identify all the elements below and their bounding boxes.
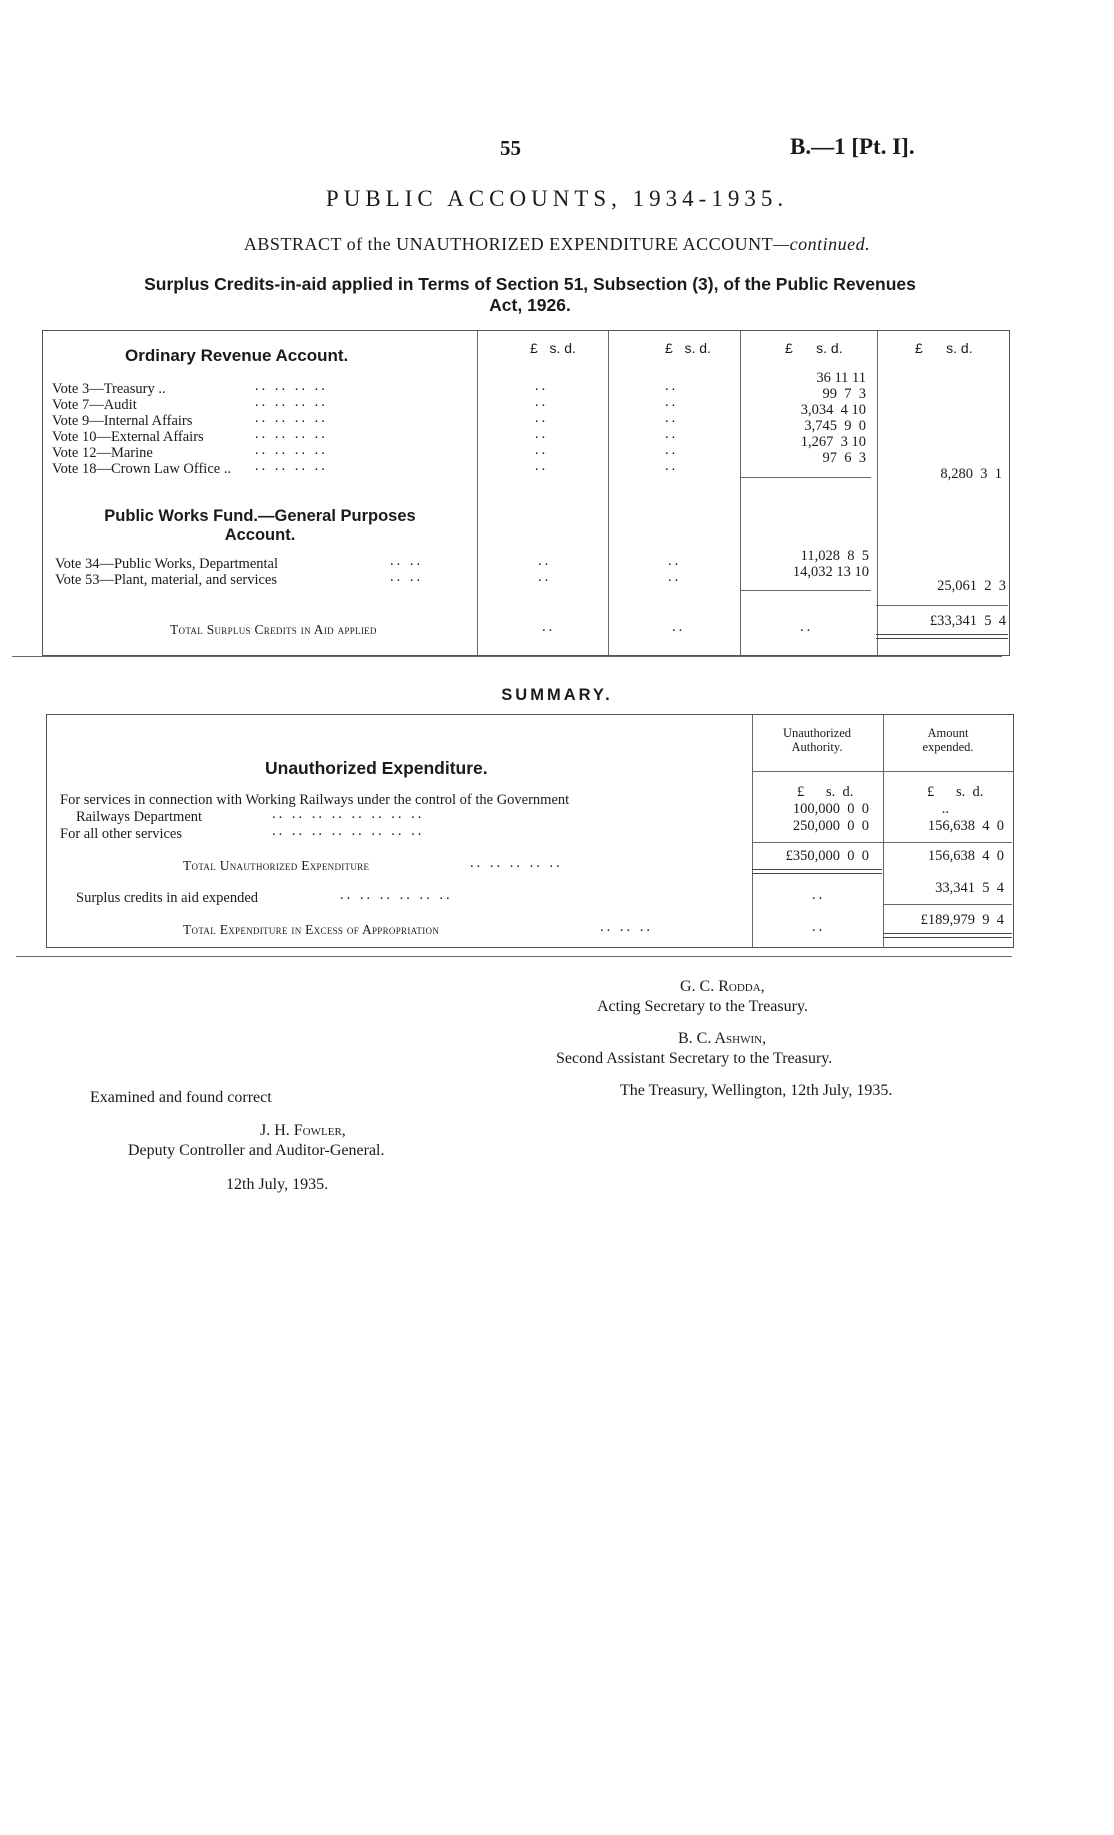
ordinary-row-amount-1: 36 11 11 xyxy=(816,370,866,386)
expended-header-line-2: expended. xyxy=(922,740,974,754)
leader-dots: .. .. .. .. .. .. .. .. .. .. .. .. .. .. .. .. .. .. .. .. .. .. .. .. xyxy=(255,378,328,474)
column-header-4: £ s. d. xyxy=(915,340,973,356)
ordinary-row-amount-3: 3,034 4 10 xyxy=(800,402,866,418)
summary-row-1-authority: 100,000 0 0 xyxy=(792,801,869,817)
authority-header-line-2: Authority. xyxy=(791,740,843,754)
summary-row-1-label-1: For services in connection with Working Railways under the control of the Government xyxy=(60,792,570,808)
pwf-row-label-1: Vote 34—Public Works, Departmental xyxy=(55,556,279,572)
grand-total-label: Total Surplus Credits in Aid applied xyxy=(170,622,377,637)
summary-leader-dots: .. .. .. .. .. .. .. .. .. .. .. .. .. .. .. .. xyxy=(272,806,425,839)
total-unauthorized-label: Total Unauthorized Expenditure xyxy=(183,858,370,873)
column-1-dots: .. .. .. .. .. .. xyxy=(535,378,549,474)
ordinary-row-label-3: Vote 9—Internal Affairs xyxy=(52,413,193,429)
ordinary-row-label-5: Vote 12—Marine xyxy=(52,445,153,461)
ordinary-row-amount-6: 97 6 3 xyxy=(822,450,866,466)
total-unauthorized-dots: .. .. .. .. .. xyxy=(470,855,563,871)
column-header-1: £ s. d. xyxy=(530,340,576,356)
surplus-credits-expended: 33,341 5 4 xyxy=(935,880,1004,896)
pwf-total: 25,061 2 3 xyxy=(937,578,1006,594)
summary-row-2-label: For all other services xyxy=(60,826,183,842)
authority-header xyxy=(752,726,882,754)
expended-lsd-header: £ s. d. xyxy=(927,784,984,800)
total-unauthorized-authority: £350,000 0 0 xyxy=(785,848,869,864)
ordinary-row-label-6: Vote 18—Crown Law Office .. xyxy=(52,461,232,477)
excess-dots: .. .. .. xyxy=(600,919,653,935)
ordinary-row-label-4: Vote 10—External Affairs xyxy=(52,429,204,445)
examined-statement: Examined and found correct xyxy=(90,1089,272,1106)
ordinary-row-label-2: Vote 7—Audit xyxy=(52,397,137,413)
surplus-credits-label: Surplus credits in aid expended xyxy=(76,890,259,906)
summary-row-2-expended: 156,638 4 0 xyxy=(927,818,1004,834)
ordinary-total: 8,280 3 1 xyxy=(940,466,1002,482)
signatory-1-title: Acting Secretary to the Treasury. xyxy=(597,998,808,1015)
page-subtitle xyxy=(0,234,1114,255)
pwf-row-label-2: Vote 53—Plant, material, and services xyxy=(55,572,278,588)
section-heading xyxy=(70,274,990,316)
summary-row-1-expended: .. xyxy=(941,801,949,817)
public-works-heading xyxy=(60,507,460,545)
audit-date: 12th July, 1935. xyxy=(226,1176,329,1193)
document-reference: B.—1 [Pt. I]. xyxy=(790,134,915,159)
ordinary-row-amount-5: 1,267 3 10 xyxy=(800,434,866,450)
pwf-row-amount-1: 11,028 8 5 xyxy=(800,548,869,564)
section-heading-line-1: Surplus Credits-in-aid applied in Terms of Section 51, Subsection (3), of the Public Revenues xyxy=(144,274,916,294)
pwf-row-amount-2: 14,032 13 10 xyxy=(792,564,869,580)
column-header-3: £ s. d. xyxy=(785,340,843,356)
section-heading-line-2: Act, 1926. xyxy=(489,295,571,315)
summary-heading: SUMMARY. xyxy=(501,686,613,704)
pwf-column-2-dots: .. .. xyxy=(668,553,682,585)
summary-row-1-label-2: Railways Department xyxy=(76,809,203,825)
column-header-2: £ s. d. xyxy=(665,340,711,356)
ordinary-row-amount-4: 3,745 9 0 xyxy=(804,418,866,434)
ordinary-row-amount-2: 99 7 3 xyxy=(822,386,866,402)
expended-header-line-1: Amount xyxy=(927,726,969,740)
total-unauthorized-expended: 156,638 4 0 xyxy=(927,848,1004,864)
grand-total-amount: £33,341 5 4 xyxy=(929,613,1006,629)
grand-total-column-1-dots: .. xyxy=(542,619,556,635)
public-works-heading-line-1: Public Works Fund.—General Purposes xyxy=(104,507,416,525)
auditor-name: J. H. Fowler, xyxy=(260,1122,346,1139)
unauthorized-expenditure-heading: Unauthorized Expenditure. xyxy=(265,758,488,778)
subtitle-continued: —continued. xyxy=(773,234,871,254)
authority-header-line-1: Unauthorized xyxy=(782,726,852,740)
ordinary-row-label-1: Vote 3—Treasury .. xyxy=(52,381,166,397)
summary-row-2-authority: 250,000 0 0 xyxy=(792,818,869,834)
excess-authority-dots: .. xyxy=(812,919,826,935)
ordinary-revenue-heading: Ordinary Revenue Account. xyxy=(125,346,349,365)
auditor-title: Deputy Controller and Auditor-General. xyxy=(128,1142,385,1159)
surplus-credits-authority-dots: .. xyxy=(812,887,826,903)
signatory-1-name: G. C. Rodda, xyxy=(680,978,765,995)
pwf-column-1-dots: .. .. xyxy=(538,553,552,585)
excess-appropriation-label: Total Expenditure in Excess of Appropriation xyxy=(183,922,440,937)
excess-appropriation-expended: £189,979 9 4 xyxy=(920,912,1004,928)
expended-header xyxy=(883,726,1013,754)
column-2-dots: .. .. .. .. .. .. xyxy=(665,378,679,474)
subtitle-main: ABSTRACT of the UNAUTHORIZED EXPENDITURE ACCOUNT xyxy=(243,234,774,254)
page-title: PUBLIC ACCOUNTS, 1934-1935. xyxy=(325,186,789,211)
authority-lsd-header: £ s. d. xyxy=(797,784,854,800)
public-works-heading-line-2: Account. xyxy=(224,526,296,544)
signatory-2-title: Second Assistant Secretary to the Treasury. xyxy=(556,1050,833,1067)
page-number: 55 xyxy=(500,136,521,160)
place-date: The Treasury, Wellington, 12th July, 1935. xyxy=(620,1082,893,1099)
grand-total-column-3-dots: .. xyxy=(800,619,814,635)
grand-total-column-2-dots: .. xyxy=(672,619,686,635)
surplus-credits-dots: .. .. .. .. .. .. xyxy=(340,887,453,903)
signatory-2-name: B. C. Ashwin, xyxy=(678,1030,767,1047)
pwf-leader-dots: .. .. .. .. xyxy=(390,553,424,585)
